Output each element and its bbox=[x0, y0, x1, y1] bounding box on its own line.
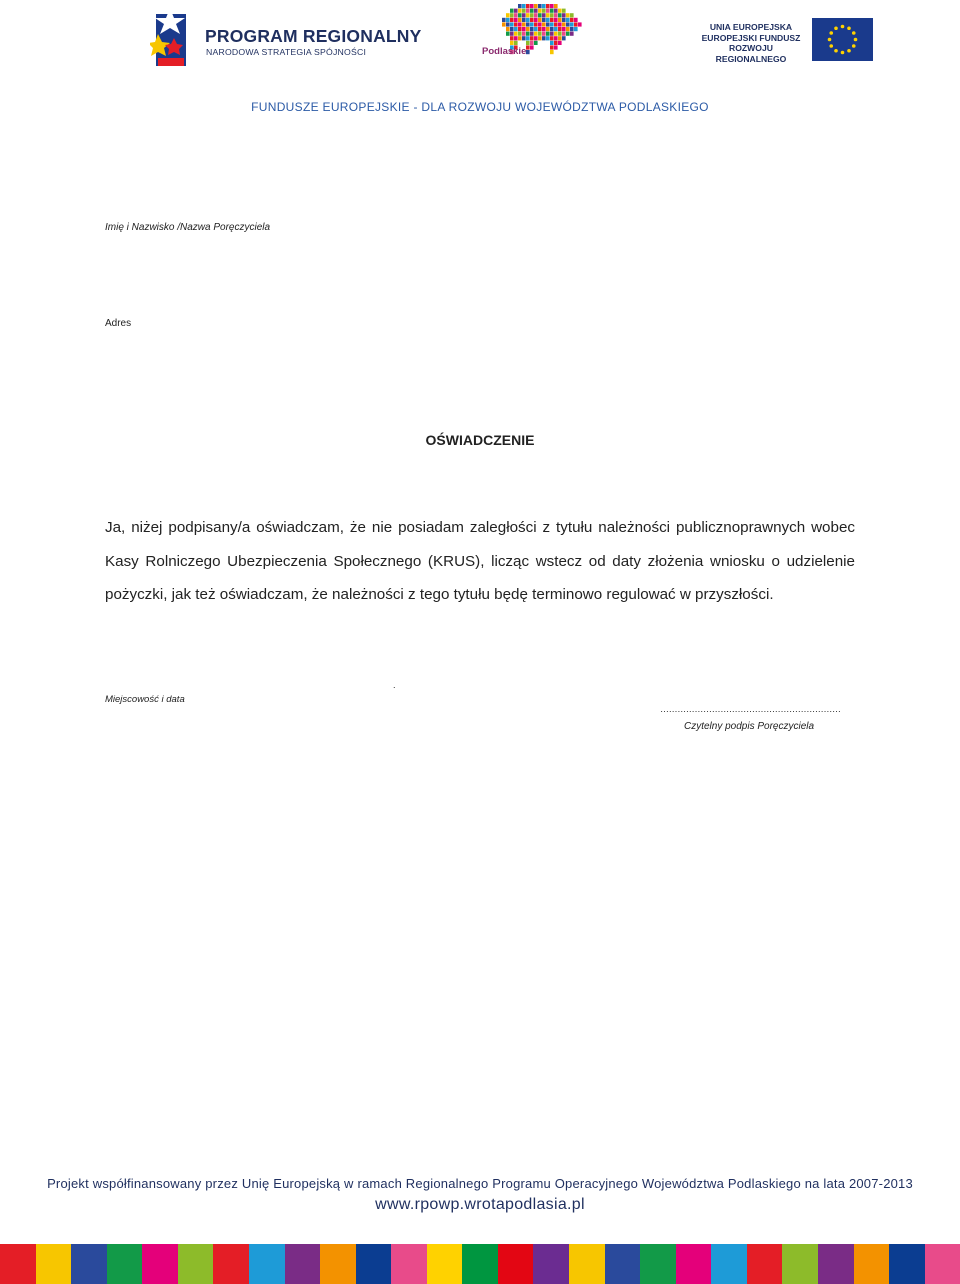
mosaic-tile bbox=[506, 32, 510, 36]
mosaic-tile bbox=[510, 41, 514, 45]
podlaskie-logo bbox=[470, 4, 590, 60]
mosaic-tile bbox=[546, 36, 550, 40]
stripe-segment bbox=[818, 1244, 854, 1284]
mosaic-tile bbox=[562, 27, 566, 31]
program-subtitle: NARODOWA STRATEGIA SPÓJNOŚCI bbox=[206, 47, 367, 57]
mosaic-tile bbox=[570, 18, 574, 22]
mosaic-tile bbox=[506, 13, 510, 17]
mosaic-tile bbox=[518, 13, 522, 17]
mosaic-tile bbox=[534, 32, 538, 36]
stripe-segment bbox=[605, 1244, 641, 1284]
mosaic-tile bbox=[526, 9, 530, 13]
mosaic-tile bbox=[558, 9, 562, 13]
stripe-segment bbox=[178, 1244, 214, 1284]
eu-logo bbox=[696, 18, 876, 62]
eu-line-1: UNIA EUROPEJSKA bbox=[709, 22, 793, 32]
mosaic-tile bbox=[538, 27, 542, 31]
mosaic-tile bbox=[538, 9, 542, 13]
mosaic-tile bbox=[558, 22, 562, 26]
stripe-segment bbox=[427, 1244, 463, 1284]
mosaic-tile bbox=[534, 41, 538, 45]
stripe-segment bbox=[107, 1244, 143, 1284]
mosaic-tile bbox=[526, 36, 530, 40]
mosaic-tile bbox=[554, 9, 558, 13]
mosaic-tile bbox=[506, 18, 510, 22]
mosaic-tile bbox=[558, 32, 562, 36]
eu-star-icon bbox=[852, 44, 856, 48]
mosaic-tile bbox=[566, 32, 570, 36]
footer-cofinancing-text: Projekt współfinansowany przez Unię Europejską w ramach Regionalnego Programu Operacyjnego Województwa Podlaskiego na lata 2007-2013 bbox=[47, 1176, 913, 1191]
stripe-segment bbox=[320, 1244, 356, 1284]
podlaskie-label: Podlaskie bbox=[482, 46, 527, 57]
mosaic-tile bbox=[526, 32, 530, 36]
program-title: PROGRAM REGIONALNY bbox=[205, 26, 422, 46]
mosaic-tile bbox=[530, 9, 534, 13]
mosaic-tile bbox=[526, 50, 530, 54]
eu-star-icon bbox=[841, 25, 845, 29]
footer-url: www.rpowp.wrotapodlasia.pl bbox=[375, 1196, 585, 1213]
stripe-segment bbox=[676, 1244, 712, 1284]
eu-star-icon bbox=[829, 31, 833, 35]
mosaic-tile bbox=[534, 27, 538, 31]
stripe-segment bbox=[356, 1244, 392, 1284]
mosaic-tile bbox=[550, 18, 554, 22]
mosaic-tile bbox=[526, 13, 530, 17]
stripe-segment bbox=[782, 1244, 818, 1284]
mosaic-tile bbox=[562, 36, 566, 40]
mosaic-tile bbox=[574, 22, 578, 26]
mosaic-tile bbox=[562, 32, 566, 36]
mosaic-tile bbox=[526, 41, 530, 45]
stripe-segment bbox=[640, 1244, 676, 1284]
mosaic-tile bbox=[550, 32, 554, 36]
eu-line-2: EUROPEJSKI FUNDUSZ bbox=[701, 32, 801, 43]
mosaic-tile bbox=[542, 18, 546, 22]
stripe-segment bbox=[747, 1244, 783, 1284]
mosaic-tile bbox=[566, 27, 570, 31]
mosaic-tile bbox=[554, 45, 558, 49]
mosaic-tile bbox=[550, 36, 554, 40]
mosaic-tile bbox=[522, 4, 526, 8]
mosaic-tile bbox=[546, 18, 550, 22]
mosaic-tile bbox=[514, 36, 518, 40]
header-tagline: FUNDUSZE EUROPEJSKIE - DLA ROZWOJU WOJEWÓDZTWA PODLASKIEGO bbox=[251, 100, 709, 114]
mosaic-tile bbox=[562, 9, 566, 13]
stripe-segment bbox=[889, 1244, 925, 1284]
place-date-label: Miejscowość i data bbox=[105, 694, 185, 705]
mosaic-tile bbox=[558, 36, 562, 40]
address-label: Adres bbox=[105, 318, 132, 329]
mosaic-tile bbox=[558, 41, 562, 45]
stripe-segment bbox=[925, 1244, 960, 1284]
mosaic-tile bbox=[546, 4, 550, 8]
mosaic-tile bbox=[534, 4, 538, 8]
mosaic-tile bbox=[530, 13, 534, 17]
mosaic-tile bbox=[514, 18, 518, 22]
mosaic-tile bbox=[554, 13, 558, 17]
mosaic-tile bbox=[526, 4, 530, 8]
mosaic-tile bbox=[562, 22, 566, 26]
mosaic-tile bbox=[518, 27, 522, 31]
mosaic-tile bbox=[518, 22, 522, 26]
mosaic-tile bbox=[518, 4, 522, 8]
mosaic-tile bbox=[534, 36, 538, 40]
mosaic-tile bbox=[566, 18, 570, 22]
mosaic-tile bbox=[522, 13, 526, 17]
small-dot: . bbox=[393, 680, 396, 690]
mosaic-tile bbox=[510, 13, 514, 17]
mosaic-tile bbox=[518, 9, 522, 13]
mosaic-tile bbox=[526, 27, 530, 31]
mosaic-tile bbox=[550, 27, 554, 31]
mosaic-tile bbox=[558, 13, 562, 17]
stripe-segment bbox=[0, 1244, 36, 1284]
mosaic-tile bbox=[518, 18, 522, 22]
stripe-segment bbox=[711, 1244, 747, 1284]
mosaic-tile bbox=[542, 27, 546, 31]
stripe-segment bbox=[854, 1244, 890, 1284]
program-regionalny-logo bbox=[150, 4, 422, 70]
mosaic-tile bbox=[514, 9, 518, 13]
mosaic-tile bbox=[530, 41, 534, 45]
mosaic-tile bbox=[522, 18, 526, 22]
mosaic-tile bbox=[570, 22, 574, 26]
mosaic-tile bbox=[542, 36, 546, 40]
mosaic-tile bbox=[570, 32, 574, 36]
mosaic-tile bbox=[506, 22, 510, 26]
mosaic-tile bbox=[514, 27, 518, 31]
color-stripe bbox=[0, 1244, 960, 1284]
signature-line: ……………………………………………………… bbox=[660, 704, 841, 714]
declaration-text: Ja, niżej podpisany/a oświadczam, że nie posiadam zaległości z tytułu należności publicznoprawnych wobec Kasy Rolniczego Ubezpieczenia Społecznego (KRUS), licząc wstecz od daty złożenia wniosku o udzielenie pożyczki, jak też oświadczam, że należności z tego tytułu będę terminowo regulować w przyszłości. bbox=[105, 519, 855, 604]
mosaic-tile bbox=[510, 22, 514, 26]
mosaic-tile bbox=[550, 41, 554, 45]
mosaic-tile bbox=[510, 27, 514, 31]
mosaic-tile bbox=[538, 36, 542, 40]
mosaic-tile bbox=[546, 32, 550, 36]
mosaic-tile bbox=[566, 13, 570, 17]
mosaic-tile bbox=[530, 27, 534, 31]
mosaic-tile bbox=[574, 27, 578, 31]
mosaic-tile bbox=[554, 27, 558, 31]
mosaic-tile bbox=[514, 41, 518, 45]
mosaic-tile bbox=[558, 27, 562, 31]
mosaic-tile bbox=[542, 32, 546, 36]
mosaic-tile bbox=[518, 32, 522, 36]
stripe-segment bbox=[391, 1244, 427, 1284]
eu-star-icon bbox=[847, 49, 851, 53]
mosaic-tile bbox=[538, 4, 542, 8]
mosaic-tile bbox=[558, 18, 562, 22]
mosaic-tile bbox=[530, 22, 534, 26]
mosaic-tile bbox=[570, 13, 574, 17]
mosaic-tile bbox=[546, 27, 550, 31]
mosaic-tile bbox=[550, 45, 554, 49]
eu-star-icon bbox=[834, 26, 838, 30]
mosaic-tile bbox=[526, 45, 530, 49]
mosaic-tile bbox=[546, 13, 550, 17]
mosaic-tile bbox=[554, 22, 558, 26]
stripe-segment bbox=[71, 1244, 107, 1284]
eu-star-icon bbox=[852, 31, 856, 35]
mosaic-tile bbox=[546, 22, 550, 26]
mosaic-tile bbox=[522, 32, 526, 36]
mosaic-tile bbox=[510, 32, 514, 36]
mosaic-tile bbox=[510, 9, 514, 13]
mosaic-tile bbox=[502, 18, 506, 22]
mosaic-tile bbox=[542, 13, 546, 17]
mosaic-tile bbox=[538, 18, 542, 22]
mosaic-tile bbox=[554, 18, 558, 22]
stripe-segment bbox=[285, 1244, 321, 1284]
stripe-segment bbox=[569, 1244, 605, 1284]
mosaic-tile bbox=[530, 36, 534, 40]
mosaic-tile bbox=[550, 9, 554, 13]
stripe-segment bbox=[498, 1244, 534, 1284]
mosaic-tile bbox=[550, 13, 554, 17]
mosaic-tile bbox=[502, 22, 506, 26]
mosaic-tile bbox=[554, 4, 558, 8]
stripe-segment bbox=[142, 1244, 178, 1284]
mosaic-tile bbox=[562, 18, 566, 22]
mosaic-tile bbox=[510, 18, 514, 22]
mosaic-tile bbox=[546, 9, 550, 13]
mosaic-tile bbox=[534, 9, 538, 13]
mosaic-tile bbox=[566, 22, 570, 26]
mosaic-tile bbox=[534, 22, 538, 26]
mosaic-tile bbox=[554, 36, 558, 40]
eu-flag-icon bbox=[812, 18, 873, 61]
eu-star-icon bbox=[854, 38, 858, 42]
mosaic-tile bbox=[522, 22, 526, 26]
stripe-segment bbox=[249, 1244, 285, 1284]
mosaic-tile bbox=[554, 41, 558, 45]
mosaic-tile bbox=[530, 4, 534, 8]
mosaic-tile bbox=[562, 13, 566, 17]
mosaic-tile bbox=[526, 22, 530, 26]
document-title: OŚWIADCZENIE bbox=[425, 432, 535, 448]
mosaic-tile bbox=[534, 18, 538, 22]
eu-star-icon bbox=[847, 26, 851, 30]
mosaic-tile bbox=[514, 22, 518, 26]
mosaic-tile bbox=[522, 9, 526, 13]
mosaic-tile bbox=[542, 9, 546, 13]
mosaic-tile bbox=[522, 27, 526, 31]
eu-star-icon bbox=[829, 44, 833, 48]
stripe-segment bbox=[213, 1244, 249, 1284]
name-label: Imię i Nazwisko /Nazwa Poręczyciela bbox=[105, 222, 271, 233]
program-star-logo-icon bbox=[150, 4, 190, 70]
mosaic-tile bbox=[550, 4, 554, 8]
stripe-segment bbox=[462, 1244, 498, 1284]
mosaic-tile bbox=[542, 4, 546, 8]
mosaic-tile bbox=[550, 22, 554, 26]
mosaic-tile bbox=[574, 18, 578, 22]
mosaic-tile bbox=[538, 13, 542, 17]
mosaic-tile bbox=[530, 45, 534, 49]
mosaic-tile bbox=[514, 32, 518, 36]
mosaic-tile bbox=[510, 36, 514, 40]
mosaic-tile bbox=[542, 22, 546, 26]
mosaic-tile bbox=[578, 22, 582, 26]
mosaic-tile bbox=[538, 32, 542, 36]
mosaic-tile bbox=[514, 13, 518, 17]
eu-line-3: ROZWOJU REGIONALNEGO bbox=[715, 43, 787, 64]
eu-star-icon bbox=[834, 49, 838, 53]
mosaic-tile bbox=[530, 18, 534, 22]
mosaic-tile bbox=[522, 36, 526, 40]
mosaic-tile bbox=[554, 32, 558, 36]
mosaic-tile bbox=[534, 13, 538, 17]
mosaic-tile bbox=[506, 27, 510, 31]
eu-star-icon bbox=[841, 51, 845, 55]
stripe-segment bbox=[533, 1244, 569, 1284]
signature-label: Czytelny podpis Poręczyciela bbox=[684, 721, 815, 732]
mosaic-tile bbox=[550, 50, 554, 54]
mosaic-tile bbox=[570, 27, 574, 31]
eu-star-icon bbox=[828, 38, 832, 42]
mosaic-tile bbox=[530, 32, 534, 36]
mosaic-tile bbox=[518, 36, 522, 40]
eu-logo-text bbox=[696, 22, 806, 64]
stripe-segment bbox=[36, 1244, 72, 1284]
mosaic-tile bbox=[538, 22, 542, 26]
mosaic-tile bbox=[526, 18, 530, 22]
